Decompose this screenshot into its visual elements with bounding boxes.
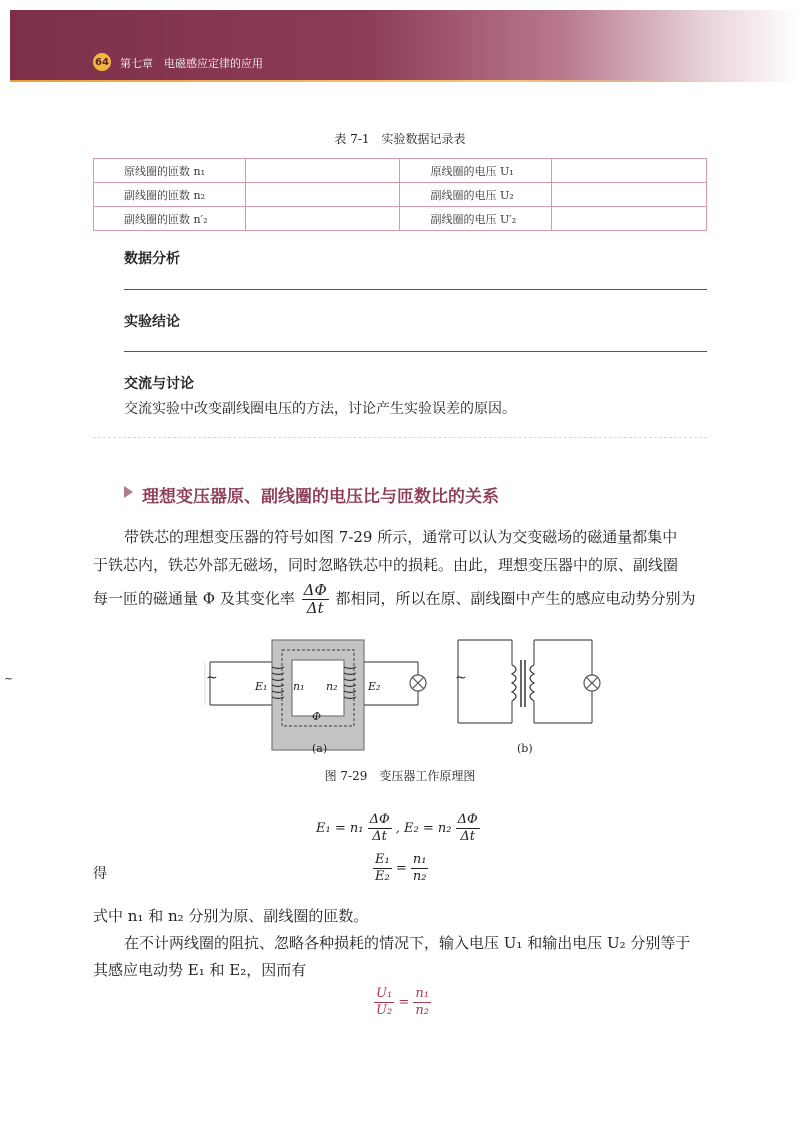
fraction-numerator: ΔΦ — [369, 812, 390, 827]
triangle-bullet-icon — [124, 486, 133, 498]
equals-sign: = — [398, 995, 410, 1010]
fraction-numerator: n₁ — [415, 986, 429, 1001]
label-e1: E₁ — [255, 680, 268, 693]
section-heading: 理想变压器原、副线圈的电压比与匝数比的关系 — [142, 487, 499, 507]
fraction-numerator: n₁ — [412, 852, 427, 867]
paragraph-line: 其感应电动势 E₁ 和 E₂，因而有 — [93, 961, 307, 979]
answer-line — [124, 351, 707, 352]
subcaption-a: (a) — [312, 742, 328, 755]
turns-ratio-fraction — [411, 852, 429, 885]
ac-source-icon: ~ — [206, 670, 218, 686]
data-analysis-label: 数据分析 — [124, 251, 180, 267]
diagram-a — [205, 640, 426, 750]
label-n2: n₂ — [326, 680, 338, 693]
fraction-denominator: n₂ — [412, 869, 427, 884]
transformer-diagram — [200, 635, 620, 760]
fraction-numerator: U₁ — [376, 986, 393, 1001]
emf-ratio-equation — [373, 852, 428, 885]
label-e2: E₂ — [368, 680, 381, 693]
label-phi: Φ — [312, 710, 322, 723]
voltage-ratio-fraction — [374, 986, 394, 1019]
table-cell-value[interactable] — [552, 159, 707, 183]
table-cell-value[interactable] — [245, 207, 400, 231]
flux-rate-fraction — [456, 812, 480, 845]
ac-source-icon: ~ — [455, 670, 467, 686]
fraction-denominator: Δt — [460, 829, 475, 844]
table-cell-label: 副线圈的电压 U₂ — [400, 183, 552, 207]
emf-equation — [316, 812, 480, 845]
fraction-numerator: ΔΦ — [303, 581, 327, 599]
turns-ratio-fraction — [413, 986, 431, 1019]
subcaption-b: (b) — [517, 742, 533, 755]
fraction-denominator: U₂ — [376, 1003, 393, 1018]
conclusion-label: 实验结论 — [124, 314, 180, 330]
paragraph-line: 带铁芯的理想变压器的符号如图 7-29 所示，通常可以认为交变磁场的磁通量都集中 — [124, 528, 678, 546]
flux-rate-fraction — [302, 582, 329, 617]
table-row — [94, 207, 707, 231]
fraction-numerator: ΔΦ — [457, 812, 478, 827]
fraction-denominator: E₂ — [375, 869, 390, 884]
paragraph-text: 每一匝的磁通量 Φ 及其变化率 — [93, 589, 295, 608]
fraction-numerator: E₁ — [375, 852, 390, 867]
fraction-denominator: Δt — [306, 599, 324, 617]
page-number-badge: 64 — [93, 53, 111, 71]
table-cell-label: 副线圈的匝数 n₂ — [94, 183, 246, 207]
header-accent-line — [10, 80, 730, 82]
figure-caption: 图 7-29 变压器工作原理图 — [324, 769, 476, 783]
voltage-ratio-equation — [374, 986, 431, 1019]
table-row — [94, 159, 707, 183]
paragraph-text: 都相同，所以在原、副线圈中产生的感应电动势分别为 — [335, 589, 696, 608]
emf-ratio-fraction — [373, 852, 392, 885]
paragraph-line: 在不计两线圈的阻抗、忽略各种损耗的情况下，输入电压 U₁ 和输出电压 U₂ 分别等于 — [124, 934, 691, 952]
diagram-b — [458, 640, 600, 723]
equation-text: , E₂ = n₂ — [395, 821, 452, 836]
table-caption: 表 7-1 实验数据记录表 — [334, 132, 466, 146]
header-band — [10, 10, 800, 82]
equals-sign: = — [395, 861, 407, 876]
table-cell-value[interactable] — [552, 183, 707, 207]
paragraph-line — [93, 582, 696, 617]
table-cell-label: 副线圈的匝数 n′₂ — [94, 207, 246, 231]
flux-rate-fraction — [368, 812, 392, 845]
paragraph-line: 于铁芯内，铁芯外部无磁场，同时忽略铁芯中的损耗。由此，理想变压器中的原、副线圈 — [93, 556, 679, 574]
table-cell-label: 原线圈的匝数 n₁ — [94, 159, 246, 183]
label-n1: n₁ — [293, 680, 305, 693]
equation-text: E₁ = n₁ — [316, 821, 364, 836]
paragraph-line: 式中 n₁ 和 n₂ 分别为原、副线圈的匝数。 — [93, 907, 369, 925]
chapter-title: 第七章 电磁感应定律的应用 — [120, 57, 263, 70]
section-divider — [93, 437, 707, 438]
discussion-label: 交流与讨论 — [124, 376, 194, 392]
discussion-text: 交流实验中改变副线圈电压的方法，讨论产生实验误差的原因。 — [124, 401, 516, 417]
table-cell-value[interactable] — [245, 159, 400, 183]
table-row — [94, 183, 707, 207]
data-record-table — [93, 158, 707, 231]
de-label: 得 — [93, 866, 107, 882]
fraction-denominator: n₂ — [415, 1003, 429, 1018]
table-cell-value[interactable] — [245, 183, 400, 207]
table-cell-label: 原线圈的电压 U₁ — [400, 159, 552, 183]
fraction-denominator: Δt — [372, 829, 387, 844]
table-cell-value[interactable] — [552, 207, 707, 231]
ac-source-symbol: ~ — [4, 672, 14, 685]
table-cell-label: 副线圈的电压 U′₂ — [400, 207, 552, 231]
answer-line — [124, 289, 707, 290]
